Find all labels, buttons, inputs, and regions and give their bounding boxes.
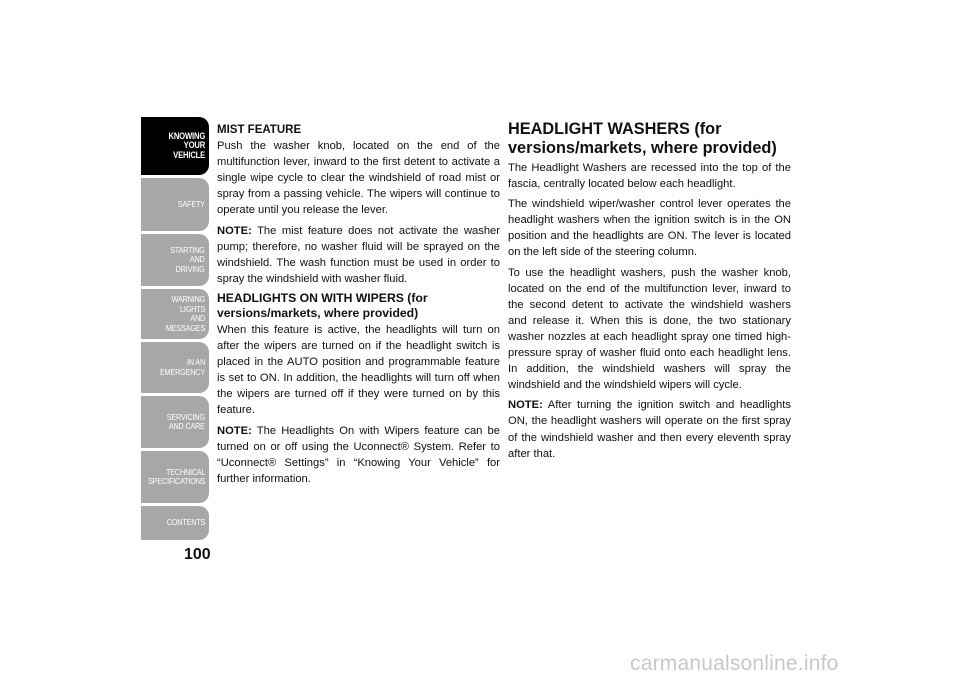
headlight-washers-p3: To use the headlight washers, push the washer knob, located on the end of the multifunction lever, inward to the second detent to activate the windshield washers and release it. When this is done, the two stationary washer nozzles at each headlight spray one timed high-pressure spray of washer fluid onto each headlight lens. In addition, the windshield washers will spray the windshield and the windshield wipers will cycle. (508, 266, 791, 392)
tab-label: STARTING AND DRIVING (170, 244, 205, 274)
tab-label: WARNING LIGHTS AND MESSAGES (165, 294, 205, 333)
headlights-on-with-wipers-body: When this feature is active, the headlights will turn on after the wipers are turned on if the headlight switch is placed in the AUTO position and programmable feature is set to ON. In addition, the headlights will turn off when the wipers are turned off if they were turned on by this feature. (217, 323, 500, 417)
headlight-washers-note (508, 397, 791, 461)
right-column (508, 120, 791, 466)
note-label: NOTE: (217, 224, 252, 237)
tab-warning-lights-and-messages[interactable] (141, 289, 209, 339)
mist-note (217, 223, 500, 287)
uconnect-note (217, 423, 500, 487)
tab-label: SAFETY (177, 198, 205, 209)
note-body: After turning the ignition switch and headlights ON, the headlight washers will operate on the first spray of the windshield washer and then every eleventh spray after that. (508, 399, 791, 460)
headlight-washers-heading: HEADLIGHT WASHERS (for versions/markets, where provided) (508, 120, 777, 157)
page-number: 100 (184, 546, 211, 563)
tab-knowing-your-vehicle[interactable] (141, 117, 209, 175)
tab-label: CONTENTS (166, 517, 205, 528)
tab-contents[interactable] (141, 506, 209, 540)
mist-feature-body: Push the washer knob, located on the end of the multifunction lever, inward to the first detent to activate a single wipe cycle to clear the windshield of road mist or spray from a passing vehicle. The wipers will continue to operate until you release the lever. (217, 140, 500, 217)
tab-servicing-and-care[interactable] (141, 396, 209, 448)
headlight-washers-p1: The Headlight Washers are recessed into the top of the fascia, centrally located below each headlight. (508, 162, 791, 191)
mist-feature-heading: MIST FEATURE (217, 124, 302, 136)
tab-safety[interactable] (141, 178, 209, 231)
chapter-sidebar (141, 117, 209, 540)
note-body: The mist feature does not activate the washer pump; therefore, no washer fluid will be sprayed on the windshield. The wash function must be used in order to spray the windshield with washer fluid. (217, 224, 501, 285)
note-label: NOTE: (508, 399, 543, 412)
note-label: NOTE: (217, 424, 252, 437)
tab-label: TECHNICAL SPECIFICATIONS (147, 466, 205, 486)
watermark: carmanualsonline.info (630, 652, 839, 675)
left-column (217, 120, 500, 491)
tab-label: SERVICING AND CARE (166, 411, 205, 431)
tab-label: KNOWING YOUR VEHICLE (168, 130, 205, 160)
tab-label: IN AN EMERGENCY (159, 357, 205, 377)
tab-technical-specifications[interactable] (141, 451, 209, 503)
headlights-on-with-wipers-heading: HEADLIGHTS ON WITH WIPERS (for versions/markets, where provided) (217, 290, 428, 320)
tab-in-an-emergency[interactable] (141, 342, 209, 393)
note-body: The Headlights On with Wipers feature can be turned on or off using the Uconnect® System. Refer to “Uconnect® Settings” in “Knowing Your Vehicle” for further information. (217, 424, 500, 485)
tab-starting-and-driving[interactable] (141, 234, 209, 286)
headlight-washers-p2: The windshield wiper/washer control lever operates the headlight washers when the ignition switch is in the ON position and the headlights are ON. The lever is located on the left side of the steering column. (508, 198, 791, 259)
